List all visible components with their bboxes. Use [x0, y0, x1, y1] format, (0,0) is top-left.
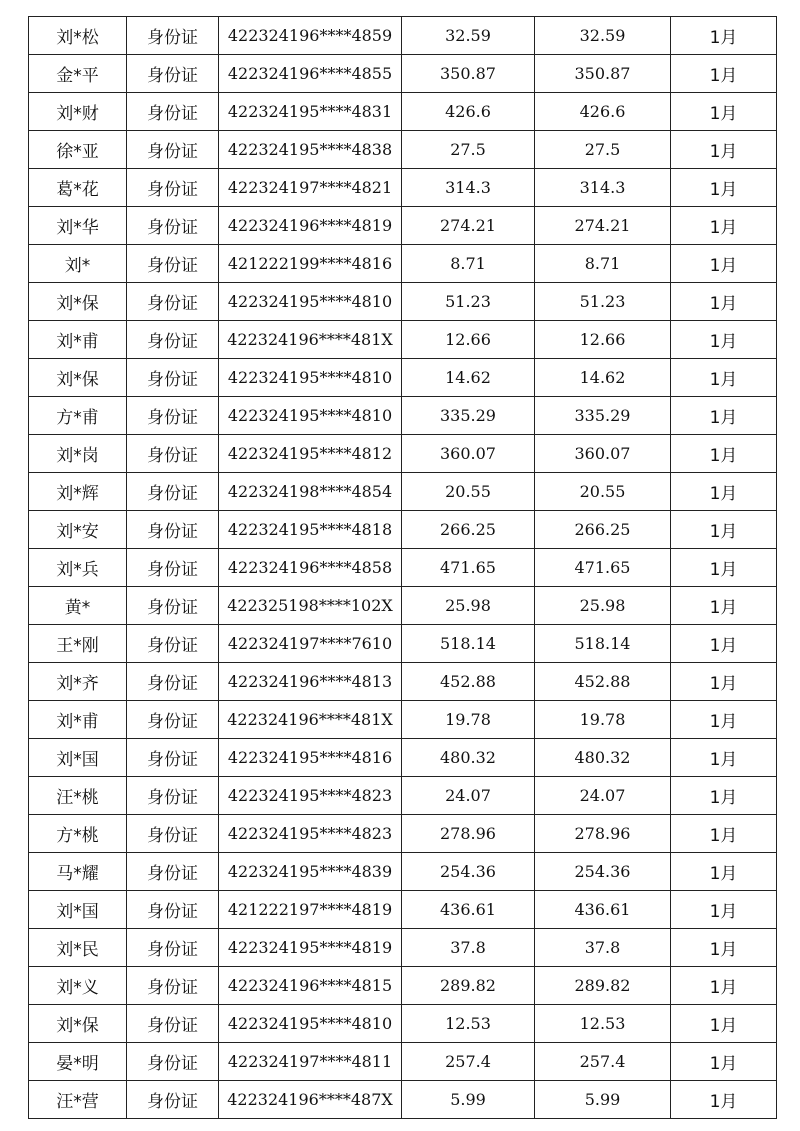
roster-body	[29, 17, 777, 1119]
month-cell: 1月	[671, 511, 777, 549]
table-row	[29, 397, 777, 435]
month-cell: 1月	[671, 131, 777, 169]
name-cell: 刘*保	[29, 1005, 127, 1043]
amount-paid-cell: 278.96	[535, 815, 671, 853]
amount-paid-cell: 27.5	[535, 131, 671, 169]
table-row	[29, 967, 777, 1005]
id-type-cell: 身份证	[127, 397, 219, 435]
amount-paid-cell: 480.32	[535, 739, 671, 777]
month-cell: 1月	[671, 283, 777, 321]
id-number-cell: 422324196****481X	[219, 701, 402, 739]
id-number-cell: 422324196****4815	[219, 967, 402, 1005]
amount-cell: 257.4	[402, 1043, 535, 1081]
id-number-cell: 422324195****4823	[219, 815, 402, 853]
amount-paid-cell: 289.82	[535, 967, 671, 1005]
id-number-cell: 422324195****4810	[219, 283, 402, 321]
amount-cell: 518.14	[402, 625, 535, 663]
amount-paid-cell: 12.66	[535, 321, 671, 359]
amount-paid-cell: 335.29	[535, 397, 671, 435]
id-number-cell: 422324195****4816	[219, 739, 402, 777]
id-type-cell: 身份证	[127, 93, 219, 131]
table-row	[29, 853, 777, 891]
amount-cell: 14.62	[402, 359, 535, 397]
id-number-cell: 422325198****102X	[219, 587, 402, 625]
table-row	[29, 739, 777, 777]
month-cell: 1月	[671, 1005, 777, 1043]
table-row	[29, 245, 777, 283]
month-cell: 1月	[671, 815, 777, 853]
table-row	[29, 815, 777, 853]
amount-paid-cell: 37.8	[535, 929, 671, 967]
table-row	[29, 359, 777, 397]
amount-cell: 452.88	[402, 663, 535, 701]
id-type-cell: 身份证	[127, 587, 219, 625]
amount-cell: 480.32	[402, 739, 535, 777]
name-cell: 金*平	[29, 55, 127, 93]
id-number-cell: 422324195****4819	[219, 929, 402, 967]
amount-paid-cell: 12.53	[535, 1005, 671, 1043]
table-row	[29, 701, 777, 739]
amount-paid-cell: 24.07	[535, 777, 671, 815]
id-number-cell: 422324195****4818	[219, 511, 402, 549]
amount-paid-cell: 254.36	[535, 853, 671, 891]
name-cell: 刘*	[29, 245, 127, 283]
amount-paid-cell: 14.62	[535, 359, 671, 397]
amount-cell: 254.36	[402, 853, 535, 891]
amount-paid-cell: 51.23	[535, 283, 671, 321]
id-type-cell: 身份证	[127, 663, 219, 701]
month-cell: 1月	[671, 473, 777, 511]
amount-cell: 37.8	[402, 929, 535, 967]
id-number-cell: 422324196****4855	[219, 55, 402, 93]
amount-cell: 274.21	[402, 207, 535, 245]
table-row	[29, 473, 777, 511]
month-cell: 1月	[671, 625, 777, 663]
amount-cell: 350.87	[402, 55, 535, 93]
name-cell: 刘*国	[29, 739, 127, 777]
amount-paid-cell: 5.99	[535, 1081, 671, 1119]
id-type-cell: 身份证	[127, 701, 219, 739]
month-cell: 1月	[671, 359, 777, 397]
name-cell: 刘*兵	[29, 549, 127, 587]
amount-paid-cell: 20.55	[535, 473, 671, 511]
table-row	[29, 283, 777, 321]
name-cell: 刘*辉	[29, 473, 127, 511]
table-row	[29, 131, 777, 169]
id-type-cell: 身份证	[127, 435, 219, 473]
amount-paid-cell: 471.65	[535, 549, 671, 587]
name-cell: 汪*桃	[29, 777, 127, 815]
id-type-cell: 身份证	[127, 549, 219, 587]
table-row	[29, 663, 777, 701]
name-cell: 方*甫	[29, 397, 127, 435]
name-cell: 晏*明	[29, 1043, 127, 1081]
name-cell: 汪*营	[29, 1081, 127, 1119]
name-cell: 刘*财	[29, 93, 127, 131]
id-type-cell: 身份证	[127, 473, 219, 511]
amount-cell: 426.6	[402, 93, 535, 131]
id-type-cell: 身份证	[127, 359, 219, 397]
id-number-cell: 422324195****4810	[219, 359, 402, 397]
month-cell: 1月	[671, 207, 777, 245]
name-cell: 刘*安	[29, 511, 127, 549]
id-number-cell: 422324195****4823	[219, 777, 402, 815]
month-cell: 1月	[671, 777, 777, 815]
name-cell: 刘*甫	[29, 701, 127, 739]
table-row	[29, 625, 777, 663]
month-cell: 1月	[671, 55, 777, 93]
id-number-cell: 422324195****4831	[219, 93, 402, 131]
name-cell: 马*耀	[29, 853, 127, 891]
amount-paid-cell: 266.25	[535, 511, 671, 549]
month-cell: 1月	[671, 93, 777, 131]
month-cell: 1月	[671, 853, 777, 891]
amount-cell: 27.5	[402, 131, 535, 169]
amount-paid-cell: 32.59	[535, 17, 671, 55]
id-number-cell: 422324196****4819	[219, 207, 402, 245]
table-row	[29, 435, 777, 473]
amount-cell: 25.98	[402, 587, 535, 625]
amount-cell: 5.99	[402, 1081, 535, 1119]
table-row	[29, 169, 777, 207]
amount-cell: 51.23	[402, 283, 535, 321]
month-cell: 1月	[671, 245, 777, 283]
month-cell: 1月	[671, 169, 777, 207]
amount-paid-cell: 518.14	[535, 625, 671, 663]
id-number-cell: 422324195****4839	[219, 853, 402, 891]
month-cell: 1月	[671, 1043, 777, 1081]
amount-cell: 314.3	[402, 169, 535, 207]
id-type-cell: 身份证	[127, 169, 219, 207]
id-type-cell: 身份证	[127, 967, 219, 1005]
payment-roster-table	[28, 16, 777, 1119]
table-row	[29, 207, 777, 245]
id-number-cell: 422324195****4812	[219, 435, 402, 473]
id-number-cell: 422324195****4810	[219, 397, 402, 435]
amount-cell: 335.29	[402, 397, 535, 435]
name-cell: 刘*保	[29, 359, 127, 397]
name-cell: 刘*齐	[29, 663, 127, 701]
id-number-cell: 422324196****487X	[219, 1081, 402, 1119]
name-cell: 刘*义	[29, 967, 127, 1005]
table-row	[29, 321, 777, 359]
month-cell: 1月	[671, 435, 777, 473]
table-row	[29, 17, 777, 55]
table-row	[29, 549, 777, 587]
amount-cell: 360.07	[402, 435, 535, 473]
table-row	[29, 511, 777, 549]
amount-paid-cell: 350.87	[535, 55, 671, 93]
month-cell: 1月	[671, 739, 777, 777]
id-type-cell: 身份证	[127, 891, 219, 929]
amount-cell: 32.59	[402, 17, 535, 55]
month-cell: 1月	[671, 587, 777, 625]
id-number-cell: 421222197****4819	[219, 891, 402, 929]
table-row	[29, 1043, 777, 1081]
table-row	[29, 55, 777, 93]
name-cell: 方*桃	[29, 815, 127, 853]
id-type-cell: 身份证	[127, 739, 219, 777]
name-cell: 刘*岗	[29, 435, 127, 473]
name-cell: 刘*民	[29, 929, 127, 967]
name-cell: 刘*松	[29, 17, 127, 55]
name-cell: 葛*花	[29, 169, 127, 207]
month-cell: 1月	[671, 17, 777, 55]
amount-cell: 12.53	[402, 1005, 535, 1043]
id-type-cell: 身份证	[127, 815, 219, 853]
id-type-cell: 身份证	[127, 625, 219, 663]
amount-cell: 19.78	[402, 701, 535, 739]
document-page	[28, 16, 776, 1119]
name-cell: 王*刚	[29, 625, 127, 663]
id-type-cell: 身份证	[127, 283, 219, 321]
amount-cell: 24.07	[402, 777, 535, 815]
name-cell: 刘*保	[29, 283, 127, 321]
id-number-cell: 421222199****4816	[219, 245, 402, 283]
month-cell: 1月	[671, 1081, 777, 1119]
amount-cell: 278.96	[402, 815, 535, 853]
table-row	[29, 777, 777, 815]
amount-paid-cell: 452.88	[535, 663, 671, 701]
amount-paid-cell: 25.98	[535, 587, 671, 625]
name-cell: 刘*国	[29, 891, 127, 929]
id-type-cell: 身份证	[127, 853, 219, 891]
id-type-cell: 身份证	[127, 511, 219, 549]
id-type-cell: 身份证	[127, 1081, 219, 1119]
amount-paid-cell: 8.71	[535, 245, 671, 283]
id-type-cell: 身份证	[127, 207, 219, 245]
table-row	[29, 587, 777, 625]
name-cell: 徐*亚	[29, 131, 127, 169]
id-number-cell: 422324196****4858	[219, 549, 402, 587]
amount-cell: 20.55	[402, 473, 535, 511]
id-number-cell: 422324197****4821	[219, 169, 402, 207]
month-cell: 1月	[671, 929, 777, 967]
name-cell: 刘*华	[29, 207, 127, 245]
amount-cell: 289.82	[402, 967, 535, 1005]
name-cell: 黄*	[29, 587, 127, 625]
month-cell: 1月	[671, 321, 777, 359]
id-number-cell: 422324197****4811	[219, 1043, 402, 1081]
id-number-cell: 422324195****4838	[219, 131, 402, 169]
amount-cell: 266.25	[402, 511, 535, 549]
id-number-cell: 422324196****4813	[219, 663, 402, 701]
id-type-cell: 身份证	[127, 777, 219, 815]
amount-paid-cell: 19.78	[535, 701, 671, 739]
table-row	[29, 929, 777, 967]
amount-paid-cell: 426.6	[535, 93, 671, 131]
amount-cell: 12.66	[402, 321, 535, 359]
month-cell: 1月	[671, 549, 777, 587]
month-cell: 1月	[671, 967, 777, 1005]
month-cell: 1月	[671, 701, 777, 739]
month-cell: 1月	[671, 891, 777, 929]
id-number-cell: 422324198****4854	[219, 473, 402, 511]
id-type-cell: 身份证	[127, 131, 219, 169]
amount-paid-cell: 314.3	[535, 169, 671, 207]
table-row	[29, 891, 777, 929]
month-cell: 1月	[671, 397, 777, 435]
table-row	[29, 1081, 777, 1119]
amount-paid-cell: 274.21	[535, 207, 671, 245]
table-row	[29, 93, 777, 131]
id-number-cell: 422324197****7610	[219, 625, 402, 663]
id-number-cell: 422324196****481X	[219, 321, 402, 359]
name-cell: 刘*甫	[29, 321, 127, 359]
amount-cell: 436.61	[402, 891, 535, 929]
amount-paid-cell: 436.61	[535, 891, 671, 929]
month-cell: 1月	[671, 663, 777, 701]
id-type-cell: 身份证	[127, 321, 219, 359]
id-type-cell: 身份证	[127, 55, 219, 93]
table-row	[29, 1005, 777, 1043]
id-type-cell: 身份证	[127, 1005, 219, 1043]
id-type-cell: 身份证	[127, 1043, 219, 1081]
id-number-cell: 422324195****4810	[219, 1005, 402, 1043]
id-type-cell: 身份证	[127, 17, 219, 55]
id-number-cell: 422324196****4859	[219, 17, 402, 55]
amount-cell: 471.65	[402, 549, 535, 587]
amount-paid-cell: 360.07	[535, 435, 671, 473]
id-type-cell: 身份证	[127, 245, 219, 283]
amount-paid-cell: 257.4	[535, 1043, 671, 1081]
id-type-cell: 身份证	[127, 929, 219, 967]
amount-cell: 8.71	[402, 245, 535, 283]
